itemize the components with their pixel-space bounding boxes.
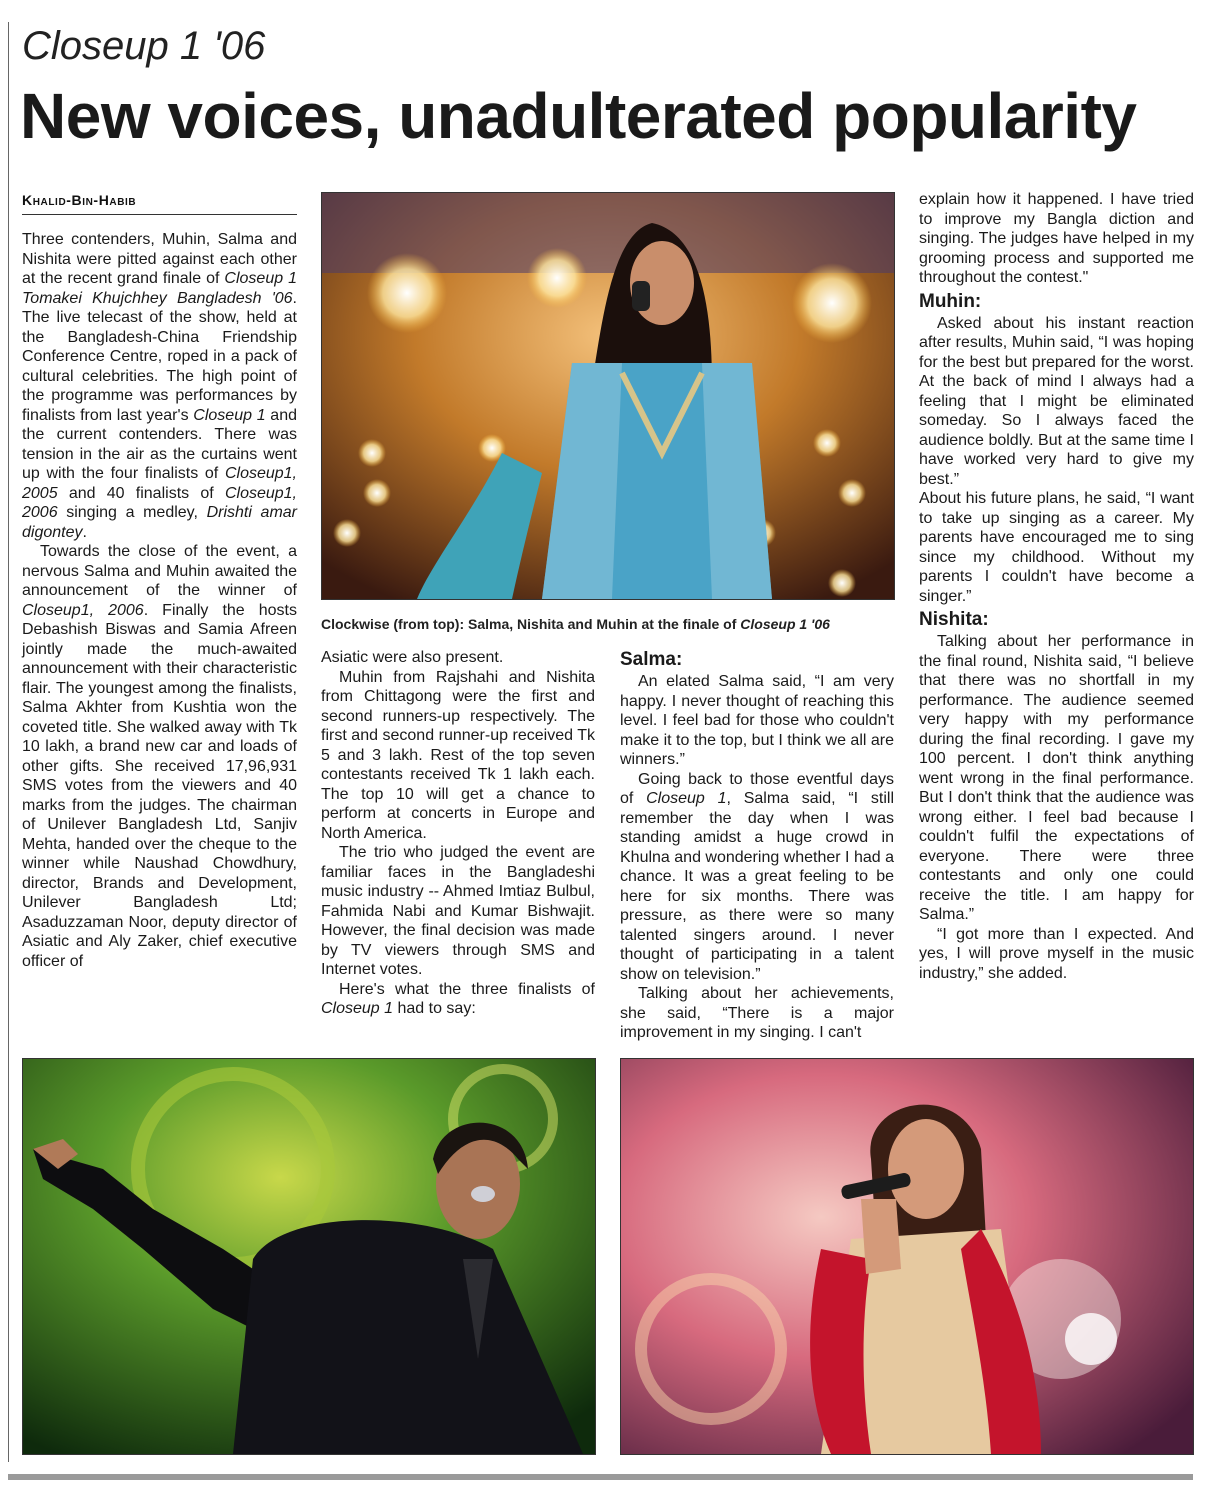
- paragraph: Towards the close of the event, a nervous Salma and Muhin awaited the announcement of the winner of Closeup1, 2006. Finally the hosts Debashish Biswas and Samia Afreen jointly made the much-awaited announcement with their characteristic flair. The youngest among the finalists, Salma Akhter from Kushtia won the coveted title. She walked away with Tk 10 lakh, a brand new car and loads of other gifts. She received 17,96,931 SMS votes from the viewers and 40 marks from the judges. The chairman of Unilever Bangladesh Ltd, Sanjiv Mehta, handed over the cheque to the winner while Naushad Chowdhury, director, Brands and Development, Unilever Bangladesh Ltd; Asaduzzaman Noor, deputy director of Asiatic and Aly Zaker, chief executive officer of: [22, 543, 297, 970]
- section-kicker: Closeup 1 '06: [22, 24, 266, 68]
- paragraph: The trio who judged the event are familiar faces in the Bangladeshi music industry -- Ahmed Imtiaz Bulbul, Fahmida Nabi and Kumar Bishwajit. However, the final decision was made by TV viewers through SMS and Internet votes.: [321, 844, 595, 978]
- paragraph: Asked about his instant reaction after results, Muhin said, “I was hoping for the best but prepared for the worst. At the back of mind I always had a feeling that I might be eliminated someday. So I always faced the audience boldly. But at the same time I have worked very hard to give my best.”: [919, 314, 1194, 488]
- paragraph: Three contenders, Muhin, Salma and Nishita were pitted against each other at the recent grand finale of Closeup 1 Tomakei Khujchhey Bangladesh '06. The live telecast of the show, held at the Bangladesh-China Friendship Conference Centre, roped in a pack of cultural celebrities. The high point of the programme was performances by finalists from last year's Closeup 1 and the current contenders. There was tension in the air as the curtains went up with the four finalists of Closeup1, 2005 and 40 finalists of Closeup1, 2006 singing a medley, Drishti amar digontey.: [22, 231, 298, 541]
- paragraph: Talking about her performance in the final round, Nishita said, “I believe that there was no shortfall in my performance. The audience seemed very happy with my performance during the final recording. I gave my 100 percent. I don't think anything went wrong in the final performance. But I don't think that the audience was wrong either. I feel bad because I couldn't fulfil the expectations of everyone. There were three contestants and only one could receive the title. I am happy for Salma.”: [919, 633, 1194, 923]
- paragraph: “I got more than I expected. And yes, I will prove myself in the music industry,” she added.: [919, 925, 1194, 982]
- subheading-nishita: Nishita:: [919, 609, 989, 630]
- paragraph: An elated Salma said, “I am very happy. I never thought of reaching this level. I feel bad for those who couldn't make it to the top, but I think we all are winners.”: [620, 673, 894, 768]
- article-column-4: [919, 190, 1194, 983]
- paragraph: Going back to those eventful days of Closeup 1, Salma said, “I still remember the day when I was standing amidst a huge crowd in Khulna and wondering whether I had a chance. It was a great feeling to be here for six months. There was pressure, as there were so many talented singers around. I never thought of participating in a talent show on television.”: [620, 770, 895, 983]
- nishita-performing-photo: [620, 1058, 1194, 1455]
- paragraph: Here's what the three finalists of Closeup 1 had to say:: [321, 980, 595, 1017]
- article-column-3: [620, 646, 894, 1043]
- paragraph: About his future plans, he said, “I want to take up singing as a career. My parents have encouraged me to sing since my childhood. Without my parents I couldn't have become a singer.”: [919, 490, 1194, 605]
- paragraph: Muhin from Rajshahi and Nishita from Chittagong were the first and second runners-up respectively. The first and second runner-up received Tk 5 and 3 lakh. Rest of the top seven contestants received Tk 1 lakh each. The top 10 will get a chance to perform at concerts in Europe and North America.: [321, 668, 595, 842]
- page-title: New voices, unadulterated popularity: [20, 80, 1137, 152]
- paragraph: explain how it happened. I have tried to improve my Bangla diction and singing. The judges have helped in my grooming process and supported me throughout the contest.": [919, 191, 1194, 286]
- subheading-salma: Salma:: [620, 649, 683, 670]
- photo-caption: Clockwise (from top): Salma, Nishita and Muhin at the finale of Closeup 1 '06: [321, 616, 830, 632]
- paragraph: Asiatic were also present.: [321, 649, 504, 666]
- byline: Khalid-Bin-Habib: [22, 192, 297, 215]
- muhin-performing-photo: [22, 1058, 596, 1455]
- article-column-1: [22, 230, 297, 971]
- paragraph: Talking about her achievements, she said, “There is a major improvement in my singing. I can't: [620, 985, 894, 1041]
- page-bottom-rule: [8, 1474, 1193, 1480]
- subheading-muhin: Muhin:: [919, 290, 982, 312]
- column-rule-left: [8, 22, 9, 1462]
- salma-performing-photo: [321, 192, 895, 600]
- article-column-2: [321, 648, 595, 1019]
